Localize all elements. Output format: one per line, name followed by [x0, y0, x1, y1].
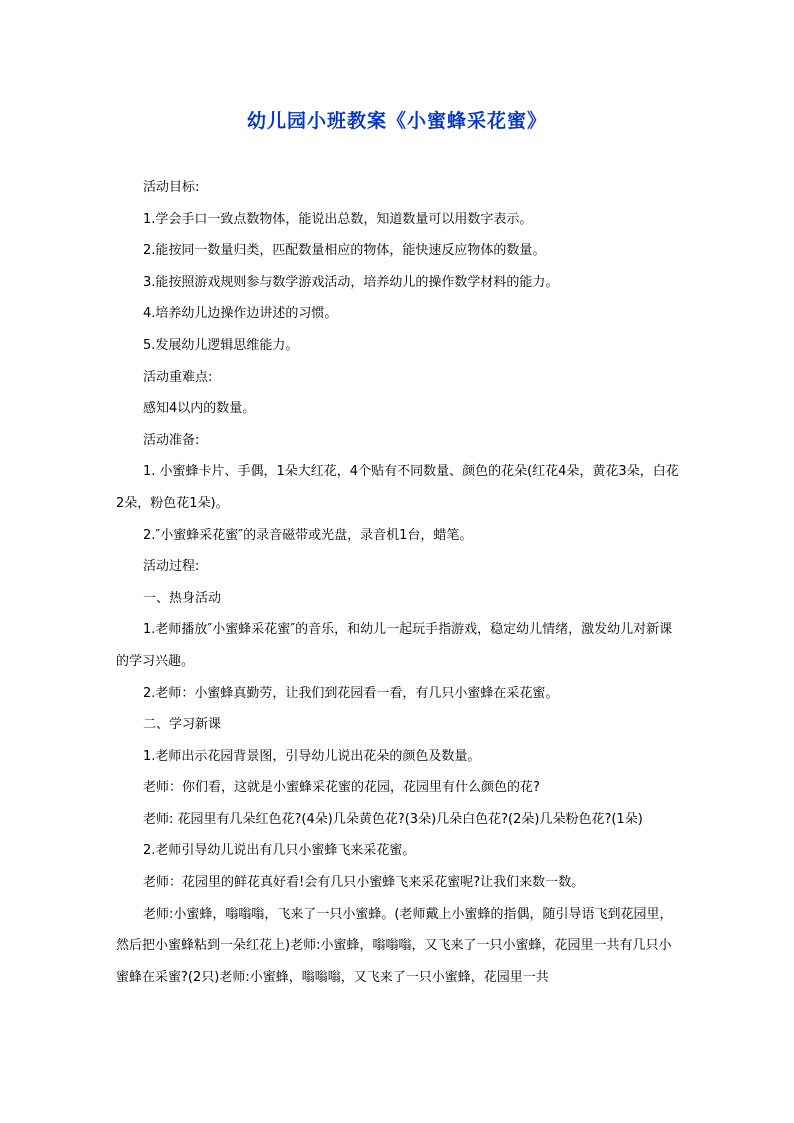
- paragraph: 2.″小蜜蜂采花蜜″的录音磁带或光盘，录音机1台，蜡笔。: [143, 527, 473, 543]
- document-body: [116, 172, 680, 993]
- paragraph: 老师:小蜜蜂，嗡嗡嗡，飞来了一只小蜜蜂。(老师戴上小蜜蜂的指偶，随引导语飞到花园里，然后把小蜜蜂粘到一朵红花上)老师:小蜜蜂，嗡嗡嗡，又飞来了一只小蜜蜂，花园里一共有几只小蜜蜂在采蜜?(2只)老师:小蜜蜂，嗡嗡嗡，又飞来了一只小蜜蜂，花园里一共: [116, 906, 673, 985]
- paragraph: 1. 小蜜蜂卡片、手偶，1朵大红花，4个贴有不同数量、颜色的花朵(红花4朵，黄花3朵，白花2朵，粉色花1朵)。: [116, 464, 679, 511]
- paragraph: 老师：你们看，这就是小蜜蜂采花蜜的花园，花园里有什么颜色的花?: [143, 780, 540, 796]
- paragraph: 3.能按照游戏规则参与数学游戏活动，培养幼儿的操作数学材料的能力。: [143, 274, 559, 290]
- paragraph: 2.能按同一数量归类，匹配数量相应的物体，能快速反应物体的数量。: [143, 243, 546, 259]
- paragraph: 1.学会手口一致点数物体，能说出总数，知道数量可以用数字表示。: [143, 211, 533, 227]
- paragraph: 5.发展幼儿逻辑思维能力。: [143, 337, 299, 353]
- document-title: 幼儿园小班教案《小蜜蜂采花蜜》: [246, 110, 547, 132]
- paragraph: 1.老师出示花园背景图，引导幼儿说出花朵的颜色及数量。: [143, 748, 481, 764]
- paragraph: 老师: 花园里有几朵红色花?(4朵)几朵黄色花?(3朵)几朵白色花?(2朵)几朵粉色花?(1朵): [143, 811, 643, 827]
- paragraph: 二、学习新课: [143, 717, 222, 733]
- paragraph: 活动准备:: [143, 432, 200, 448]
- paragraph: 一、热身活动: [143, 590, 222, 606]
- paragraph: 感知4以内的数量。: [143, 401, 256, 417]
- paragraph: 2.老师：小蜜蜂真勤劳，让我们到花园看一看，有几只小蜜蜂在采花蜜。: [143, 685, 559, 701]
- paragraph: 活动过程:: [143, 559, 200, 575]
- paragraph: 1.老师播放″小蜜蜂采花蜜″的音乐，和幼儿一起玩手指游戏，稳定幼儿情绪，激发幼儿对新课的学习兴趣。: [116, 622, 673, 669]
- paragraph: 活动目标:: [143, 180, 200, 195]
- paragraph: 活动重难点:: [143, 369, 213, 385]
- paragraph: 4.培养幼儿边操作边讲述的习惯。: [143, 306, 338, 322]
- paragraph: 2.老师引导幼儿说出有几只小蜜蜂飞来采花蜜。: [143, 843, 416, 859]
- paragraph: 老师：花园里的鲜花真好看!会有几只小蜜蜂飞来采花蜜呢?让我们来数一数。: [143, 875, 585, 891]
